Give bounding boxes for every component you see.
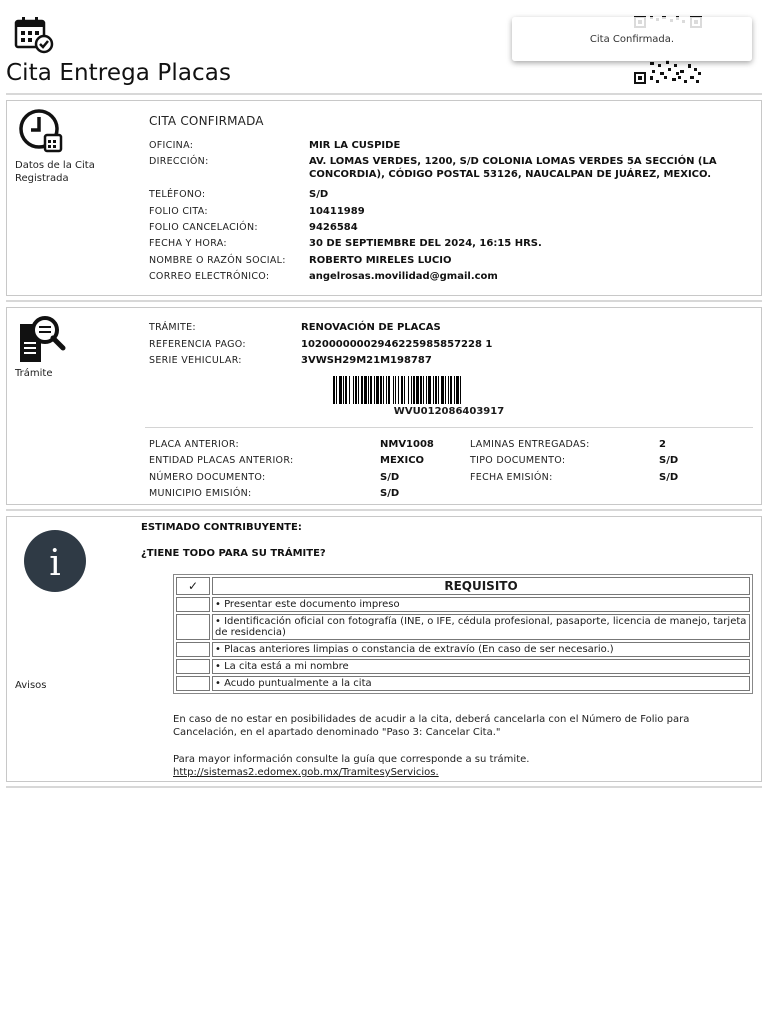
field-label-entidad-placas: ENTIDAD PLACAS ANTERIOR: bbox=[149, 455, 294, 466]
field-value-numero-documento: S/D bbox=[380, 472, 400, 483]
requirement-column-header: REQUISITO bbox=[212, 577, 750, 595]
table-row bbox=[176, 614, 750, 640]
field-value-fecha-hora: 30 DE SEPTIEMBRE DEL 2024, 16:15 HRS. bbox=[309, 238, 542, 249]
page-header bbox=[0, 0, 768, 95]
field-value-laminas: 2 bbox=[659, 439, 666, 450]
field-value-placa-anterior: NMV1008 bbox=[380, 439, 434, 450]
page-title: Cita Entrega Placas bbox=[6, 60, 232, 86]
calendar-check-icon bbox=[14, 14, 54, 54]
requirement-cell: • La cita está a mi nombre bbox=[212, 659, 750, 674]
header-divider bbox=[6, 93, 762, 95]
field-label-tramite: TRÁMITE: bbox=[149, 322, 196, 333]
section-title-cita: CITA CONFIRMADA bbox=[149, 114, 264, 128]
field-label-placa-anterior: PLACA ANTERIOR: bbox=[149, 439, 240, 450]
cancel-note: En caso de no estar en posibilidades de acudir a la cita, deberá cancelarla con el Número de Folio para Cancelación, en el apartado denominado "Paso 3: Cancelar Cita." bbox=[173, 714, 690, 738]
table-row bbox=[176, 642, 750, 657]
info-note bbox=[173, 753, 753, 779]
requirement-cell: • Identificación oficial con fotografía (INE, o IFE, cédula profesional, pasaporte, licencia de manejo, tarjeta de residencia) bbox=[212, 614, 750, 640]
field-value-oficina: MIR LA CUSPIDE bbox=[309, 140, 401, 151]
field-label-numero-documento: NÚMERO DOCUMENTO: bbox=[149, 472, 266, 483]
field-label-oficina: OFICINA: bbox=[149, 140, 194, 151]
table-row bbox=[176, 659, 750, 674]
field-label-folio-cancelacion: FOLIO CANCELACIÓN: bbox=[149, 222, 258, 233]
field-value-entidad-placas: MEXICO bbox=[380, 455, 425, 466]
requirement-cell: • Acudo puntualmente a la cita bbox=[212, 676, 750, 691]
avisos-question: ¿TIENE TODO PARA SU TRÁMITE? bbox=[141, 548, 326, 559]
field-value-serie-vehicular: 3VWSH29M21M198787 bbox=[301, 355, 432, 366]
check-cell bbox=[176, 642, 210, 657]
confirmation-toast[interactable]: Cita Confirmada. bbox=[512, 17, 752, 61]
field-label-tipo-documento: TIPO DOCUMENTO: bbox=[470, 455, 566, 466]
field-label-folio-cita: FOLIO CITA: bbox=[149, 206, 208, 217]
field-value-direccion: AV. LOMAS VERDES, 1200, S/D COLONIA LOMAS VERDES 5A SECCIÓN (LA CONCORDIA), CÓDIGO POSTAL 53126, NAUCALPAN DE JUÁREZ, MEXICO. bbox=[309, 156, 717, 180]
field-value-correo: angelrosas.movilidad@gmail.com bbox=[309, 271, 498, 282]
field-label-correo: CORREO ELECTRÓNICO: bbox=[149, 271, 270, 282]
footer-divider bbox=[6, 786, 762, 788]
info-icon bbox=[23, 529, 87, 593]
field-label-municipio-emision: MUNICIPIO EMISIÓN: bbox=[149, 488, 252, 499]
field-label-telefono: TELÉFONO: bbox=[149, 189, 206, 200]
check-cell bbox=[176, 597, 210, 612]
avisos-panel bbox=[6, 516, 762, 782]
field-value-tramite: RENOVACIÓN DE PLACAS bbox=[301, 322, 441, 333]
divider bbox=[6, 300, 762, 302]
field-label-referencia-pago: REFERENCIA PAGO: bbox=[149, 339, 246, 350]
field-label-fecha-hora: FECHA Y HORA: bbox=[149, 238, 227, 249]
field-value-telefono: S/D bbox=[309, 189, 329, 200]
field-label-laminas: LAMINAS ENTREGADAS: bbox=[470, 439, 590, 450]
check-column-header: ✓ bbox=[176, 577, 210, 595]
field-value-nombre: ROBERTO MIRELES LUCIO bbox=[309, 255, 452, 266]
check-cell bbox=[176, 676, 210, 691]
table-row bbox=[176, 676, 750, 691]
clock-calendar-icon bbox=[17, 107, 65, 155]
field-label-fecha-emision: FECHA EMISIÓN: bbox=[470, 472, 553, 483]
barcode-number: WVU012086403917 bbox=[393, 406, 505, 417]
check-cell bbox=[176, 614, 210, 640]
check-cell bbox=[176, 659, 210, 674]
table-row bbox=[176, 597, 750, 612]
svg-text:i: i bbox=[49, 543, 61, 584]
requirement-cell: • Placas anteriores limpias o constancia de extravío (En caso de ser necesario.) bbox=[212, 642, 750, 657]
info-note-text: Para mayor información consulte la guía que corresponde a su trámite. bbox=[173, 754, 530, 765]
cita-panel bbox=[6, 100, 762, 296]
field-value-fecha-emision: S/D bbox=[659, 472, 679, 483]
divider bbox=[6, 509, 762, 511]
document-search-icon bbox=[17, 312, 67, 364]
tramite-side-label: Trámite bbox=[15, 368, 53, 379]
tramite-panel bbox=[6, 307, 762, 505]
field-label-nombre: NOMBRE O RAZÓN SOCIAL: bbox=[149, 255, 286, 266]
cita-side-label: Datos de la Cita Registrada bbox=[15, 160, 95, 184]
tramite-inner-divider bbox=[145, 427, 753, 428]
tramites-link[interactable]: http://sistemas2.edomex.gob.mx/TramitesyServicios. bbox=[173, 767, 439, 778]
field-value-folio-cita: 10411989 bbox=[309, 206, 365, 217]
field-value-folio-cancelacion: 9426584 bbox=[309, 222, 358, 233]
requirement-cell: • Presentar este documento impreso bbox=[212, 597, 750, 612]
field-value-tipo-documento: S/D bbox=[659, 455, 679, 466]
field-value-municipio-emision: S/D bbox=[380, 488, 400, 499]
field-label-direccion: DIRECCIÓN: bbox=[149, 156, 209, 167]
requirements-table bbox=[173, 574, 753, 694]
barcode bbox=[333, 376, 565, 404]
field-value-referencia-pago: 10200000002946225985857228 1 bbox=[301, 339, 493, 350]
avisos-side-label: Avisos bbox=[15, 680, 47, 691]
field-label-serie-vehicular: SERIE VEHICULAR: bbox=[149, 355, 242, 366]
avisos-greeting: ESTIMADO CONTRIBUYENTE: bbox=[141, 522, 302, 533]
table-header-row bbox=[176, 577, 750, 595]
